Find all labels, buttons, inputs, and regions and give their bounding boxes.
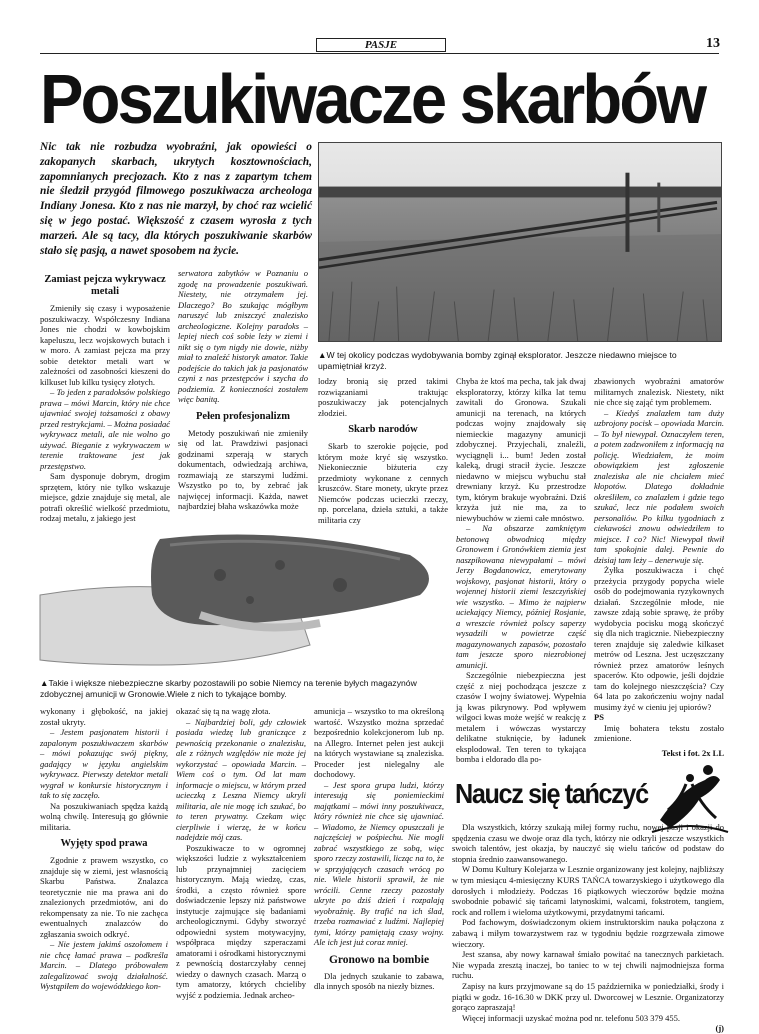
article-column [176,706,306,1000]
paragraph: – Na obszarze zamkniętym betonową obwodnicą między Gronowem i Gronówkiem ziemia jest naszpikowana niewypałami – mówi Jerzy Bogdanowicz, emerytowany wojskowy, pasjonat historii, który o wojennej historii ziemi leszczyńskiej wie wszystko. – Mimo że najpierw uciekający Niemcy, później Rosjanie, a wreszcie również polscy saperzy wysadzili w powietrze część magazynowanych zapasów, pozostało tam jeszcze sporo niezrobionej amunicji. [456,523,586,670]
paragraph: Żyłka poszukiwacza i chęć przeżycia przygody popycha wiele osób do podejmowania ryzykownych działań. Szczególnie młode, nie zawsze zdają sobie sprawę, że próby wydobycia pocisku mogą skończyć się dla nich tragicznie. Niebezpieczny teren znajduje się zaledwie kilkaset metrów od Leszna. Jest uczęszczany również przez amatorów leśnych spacerów. Kto odpowie, jeśli dojdzie tam do kolejnego nieszczęścia? Czy 64 lata po zakończeniu wojny nadal musimy żyć w cieniu jej upiorów? [594,565,724,712]
paragraph: – Jestem pasjonatem historii i zapalonym poszukiwaczem skarbów – mówi pokazując swój piękny, gadający w języku angielskim wykrywacz. Pierwszy detektor metali wygrał w konkursie historycznym i tak to się zaczęło. [40,727,168,800]
field-landscape-image [319,143,721,341]
article-column [40,268,170,524]
article-column [40,706,168,992]
paragraph: – Kiedyś znalazłem tam duży uzbrojony pocisk – opowiada Marcin. – To był niewypał. Oznaczyłem teren, a potem zadzwoniłem z informacją na policję. Wiedziałem, że moim obowiązkiem jest zgłoszenie znaleziska ale nie chciałem mieć kłopotów. Dlatego dokładnie określiłem, co znalazłem i gdzie tego szukać, lecz nie podałem swoich personaliów. Po kilku tygodniach z ciekawości znowu odwiedziłem to miejsce. I co? Nic! Niewypał tkwił tam spokojnie dalej. Pewnie do dzisiaj tam leży – denerwuje się. [594,407,724,565]
page-number: 13 [706,36,720,51]
subheading: Pełen profesjonalizm [196,410,290,422]
article-column [314,706,444,992]
paragraph: W Domu Kultury Kolejarza w Lesznie organizowany jest kolejny, najbliższy w tym miesiącu 4-miesięczny KURS TAŃCA towarzyskiego i użytkowego dla dorosłych i młodzieży. Podczas 16 piątkowych wieczorów będzie można swobodnie pobawić się tańcami latynoskimi, walcami, fokstrotem, tangiem, rock and rollem i wieloma użytkowymi, przydatnymi tańcami. [452,864,724,917]
paragraph: – To jeden z paradoksów polskiego prawa – mówi Marcin, który nie chce ujawniać swojej tożsamości z obawy przed restrykcjami. – Można posiadać wykrywacz metali, ale nie wolno go używać. Bieganie z wykrywaczem w terenie traktowane jest jak przestępstwo. [40,387,170,471]
paragraph: Sam dysponuje dobrym, drogim sprzętem, który nie tylko wskazuje miejsce, gdzie znajduje się metal, ale potrafi określić wielkość przedmiotu, rodzaj metalu, z jakiego jest [40,471,170,523]
paragraph: Metody poszukiwań nie zmieniły się od lat. Prawdziwi pasjonaci godzinami szperają w starych dokumentach, odwiedzają archiwa, rozmawiają ze starszymi ludźmi. Wszystko po to, by zebrać jak najwięcej informacji. Każda, nawet najbardziej błaha wskazówka może [178,427,308,511]
paragraph: Szczególnie niebezpieczna jest część z niej pochodząca jeszcze z czasów I wojny światowej. Wypełnia ją kwas pikrynowy. Pod wpływem wilgoci kwas może wejść w reakcję z metalem i wówczas wystarczy delikatne stuknięcie, by ładunek eksplodował. Ten teren to tykająca bomba i eldorado dla po- [456,670,586,764]
paragraph: wykonany i głębokość, na jakiej został ukryty. [40,706,168,727]
paragraph: – Nie jestem jakimś oszołomem i nie chcę łamać prawa – podkreśla Marcin. – Dlatego próbowałem zalegalizować swoją działalność. Wystąpiłem do wojewódzkiego kon- [40,939,168,991]
paragraph: Zgodnie z prawem wszystko, co znajduje się w ziemi, jest własnością Skarbu Państwa. Znalazca teoretycznie nie ma prawa ani do znalezionych przedmiotów, ani do rekompensaty za nie. To nie zachęca ewentualnych znalazców do zgłaszania swoich odkryć. [40,855,168,939]
paragraph: Skarb to szerokie pojęcie, pod którym może kryć się wszystko. Niekoniecznie biżuteria czy przedmioty wykonane z cennych kruszców. Stare monety, ukryte przez Niemców podczas ucieczki rzeczy, np. porcelana, dzieła sztuki, a także militaria czy [318,441,448,525]
credit-line: Tekst i fot. 2x LL [661,747,724,758]
paragraph: Więcej informacji uzyskać można pod nr. telefonu 503 379 455. [462,1012,680,1023]
paragraph: serwatora zabytków w Poznaniu o zgodę na prowadzenie poszukiwań. Niestety, nie otrzymałem jej. Dlaczego? Bo szukając mógłbym naruszyć lub zniszczyć znalezisko archeologiczne. Kolejny paradoks – lepiej niech coś sobie leży w ziemi i nikt się o tym nigdy nie dowie, niżby miał to znaleźć historyk amator. Takie podejście do takich jak ja pasjonatów czyni z nas przestępców i szycha do podziemia. Z konieczności zostałem więc banitą. [178,268,308,404]
box-headline: Naucz się tańczyć [455,778,648,809]
subheading: Zamiast pejcza wykrywacz metali [44,274,166,297]
paragraph: zbawionych wyobraźni amatorów militarnych znalezisk. Niestety, nikt nie chce się zająć tym problemem. [594,376,724,407]
paragraph: Imię bohatera tekstu zostało zmienione. [594,722,724,743]
paragraph: Dla wszystkich, którzy szukają miłej formy ruchu, nowej pasji i okazji do spędzenia czasu we dwoje oraz dla tych, którzy nie odkryli jeszcze wszystkich swoich talentów, jest okazja, by nauczyć się wielu tańców od podstaw do stopnia średnio zaawansowanego. [452,822,724,864]
article-column [318,376,448,525]
paragraph: Poszukiwacze to w ogromnej większości ludzie z wykształceniem lub przynajmniej zacięciem historycznym. Mają wiedzę, czas, środki, a często również spore doświadczenie lepszy niż państwowe instytucje zajmujące się badaniami archeologicznymi. Gdyby stworzyć odpowiedni system motywacyjny, współpraca między szperaczami amatorami i ośrodkami historycznymi z pewnością dostarczyłaby cennej wiedzy o dawnych czasach. Marzą o tym amatorzy, których chcieliby wyjść z podziemia. Jednak archeo- [176,842,306,1000]
paragraph: – Jest spora grupa ludzi, którzy interesują się poniemieckimi majątkami – mówi inny poszukiwacz, który również nie chce się ujawniać. – Wiadomo, że Niemcy opuszczali je najczęściej w pośpiechu. Nie mogli zabrać wszystkiego ze sobą, więc sporo rzeczy zostawili, licząc na to, że w sprzyjających czasach wrócą po nie. Wiele historii sprawił, że nie wrócili. Cenne rzeczy pozostały ukryte po dziś dzień i rozpalają wyobraźnię. By trafić na ich ślad, trzeba rozmawiać z ludźmi. Najlepiej tymi, którzy pamiętają czasy wojny. Ale ich jest już coraz mniej. [314,779,444,947]
paragraph: okazać się tą na wagę złota. [176,706,271,716]
paragraph: Chyba że ktoś ma pecha, tak jak dwaj eksploratorzy, którzy kilka lat temu zawitali do Gronowa. Szukali amunicji na terenach, na których podczas wojny znajdowały się niemieckie magazyny amunicji zdobycznej. Przyjechali, znaleźli, wyciągnęli i... bum! Jeden został kaleką, drugi stracił życie. Jeszcze niedawno w miejscu wybuchu stał drewniany krzyż. Ku przestrodze tym, którym brakuje wyobraźni. Dziś krzyża już nie ma, za to niewybuchów w ziemi całe mnóstwo. [456,376,586,523]
paragraph: amunicja – wszystko to ma określoną wartość. Wszystko można sprzedać bezpośrednio kolekcjonerom lub np. na Allegro. Internet pełen jest aukcji na których wystawiane są znaleziska. Proceder jest nielegalny ale dochodowy. [314,706,444,779]
subheading: Gronowo na bombie [328,953,430,966]
paragraph: Jest szansa, aby nowy karnawał śmiało powitać na tanecznych parkietach. Nie wypada zresztą inaczej, bo taniec to w tej chwili najmodniejsza forma ruchu. [452,949,724,981]
signature: PS [594,712,604,722]
article-column [594,376,724,758]
article-lead: Nic tak nie rozbudza wyobraźni, jak opowieści o zakopanych skarbach, ukrytych kosztownościach, zapomnianych precjozach. Kto z nas z zapartym tchem nie śledził przygód filmowego poszukiwacza archeologa Indiany Jonesa. Kto z nas nie marzył, by choć raz wcielić się w jego postać. Większość z czasem wyrosła z tych marzeń. Ale są tacy, dla których poszukiwanie skarbów stało się pasją, a nawet sposobem na życie. [40,141,312,257]
paragraph: Pod fachowym, doświadczonym okiem instruktorskim nauka połączona z zabawą i miłym towarzystwem raz w tygodniu będzie rozgrzewała zimowe wieczory. [452,917,724,949]
paragraph: – Najbardziej boli, gdy człowiek posiada wiedzę lub graniczące z pewnością przekonanie o znalezisku, ale z różnych względów nie może jej wykorzystać – opowiada Marcin. – Wiem coś o tym. Od lat mam informacje o miejscu, w którym przed ucieczką z Leszna Niemcy ukryli militaria, ale nie mogę ich szukać, bo to teren prywatny. Czekam więc cierpliwie i wierzę, że w końcu nadejdzie mój czas. [176,716,306,842]
article-column [178,268,308,512]
signature: (j) [715,1023,724,1034]
subheading: Wyjęty spod prawa [60,838,148,849]
paragraph: Zapisy na kurs przyjmowane są do 15 października w poniedziałki, środy i piątki w godz. 16-16.30 w DKK przy ul. Dworcowej w Lesznie. Organizatorzy gorąco zapraszają! [452,980,724,1013]
photo-caption: ▲W tej okolicy podczas wydobywania bomby zginął eksplorator. Jeszcze niedawno miejsce to upamiętniał krzyż. [318,350,677,371]
section-label: PASJE [316,38,446,52]
photo-caption: ▲Takie i większe niebezpieczne skarby pozostawili po sobie Niemcy na terenie byłych magazynów zdobycznej amunicji w Gronowie.Wiele z nich to tykające bomby. [40,678,417,699]
article-headline: Poszukiwacze skarbów [40,60,705,138]
bomb-photo [40,515,442,675]
paragraph: Zmieniły się czasy i wyposażenie poszukiwaczy. Współczesny Indiana Jones nie chodzi w kowbojskim kapeluszu, lecz wojskowych butach i w moro. A zamiast pejcza ma przy sobie detektor metali wart w zależności od zasobności kieszeni do kilkuset lub kilku tysięcy złotych. [40,303,170,387]
article-column [456,376,586,765]
paragraph: Na poszukiwaniach spędza każdą wolną chwilę. Interesują go głównie militaria. [40,800,168,832]
subheading: Skarb narodów [348,424,418,435]
field-photo [318,142,722,342]
paragraph: Dla jednych szukanie to zabawa, dla innych sposób na niezły biznes. [314,970,444,991]
top-rule [40,53,719,54]
dance-course-box [452,822,724,1034]
bomb-in-hand-image [40,515,442,675]
paragraph: lodzy bronią się przed takimi rozwiązaniami traktując poszukiwaczy jak potencjalnych złodziei. [318,376,448,418]
